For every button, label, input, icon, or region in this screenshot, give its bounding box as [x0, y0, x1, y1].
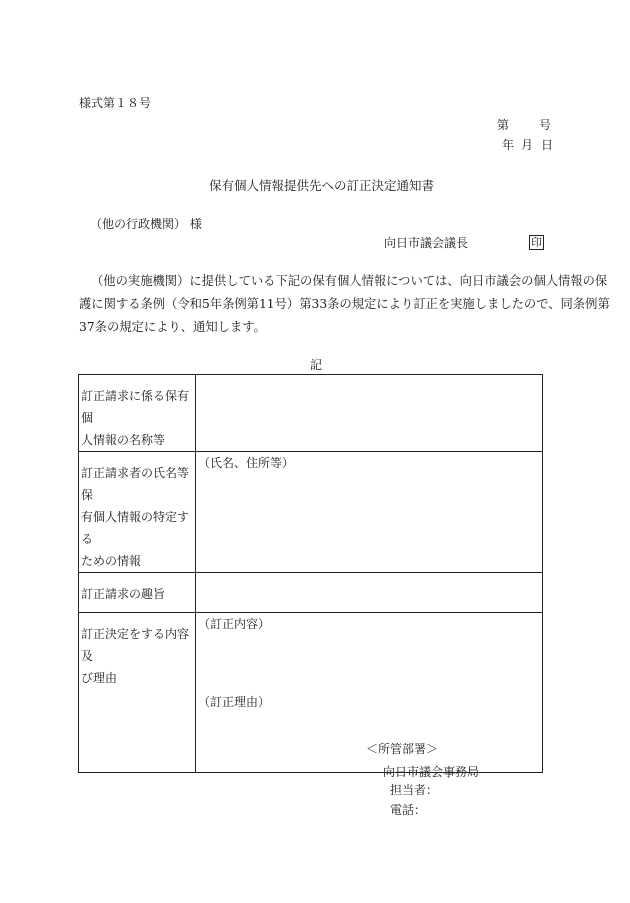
row-label-line: 訂正決定をする内容及	[81, 627, 190, 663]
row-label-line: 人情報の名称等	[81, 433, 166, 447]
details-table	[78, 374, 543, 773]
ki-heading: 記	[310, 358, 323, 372]
row-label-line: 訂正請求の趣旨	[81, 587, 166, 601]
table-row	[79, 613, 543, 773]
document-number-suffix: 号	[539, 118, 552, 132]
row-label-line: 訂正請求者の氏名等保	[81, 466, 190, 502]
value-hint: （氏名、住所等）	[198, 456, 295, 470]
row-label	[79, 613, 196, 773]
body-text-line: 護に関する条例（令和5年条例第11号）第33条の規定により訂正を実施しましたので、同条例第	[79, 297, 610, 311]
row-value	[196, 375, 543, 452]
row-label	[79, 573, 196, 613]
date-year-label: 年	[502, 138, 515, 152]
row-label-line: 有個人情報の特定する	[81, 510, 190, 546]
date-month-label: 月	[521, 138, 534, 152]
table-row	[79, 573, 543, 613]
department-person: 担当者：	[390, 783, 439, 797]
body-text-line: 37条の規定により、通知します。	[79, 320, 266, 334]
row-label-line: ための情報	[81, 554, 142, 568]
form-number: 様式第１８号	[79, 96, 152, 110]
recipient: （他の行政機関） 様	[90, 217, 202, 231]
sender: 向日市議会議長	[384, 236, 469, 250]
body-text-line: （他の実施機関）に提供している下記の保有個人情報については、向日市議会の個人情報の保	[91, 274, 608, 288]
row-value	[196, 452, 543, 573]
row-label-line: 訂正請求に係る保有個	[81, 389, 190, 425]
document-number-label: 第	[497, 118, 510, 132]
seal-mark: 印	[531, 236, 542, 249]
document-title: 保有個人情報提供先への訂正決定通知書	[209, 178, 435, 193]
row-value	[196, 573, 543, 613]
value-hint: （訂正内容）	[198, 617, 271, 631]
department-phone: 電話：	[390, 803, 427, 817]
row-label-line: び理由	[81, 671, 118, 685]
value-hint: （訂正理由）	[198, 695, 271, 709]
date-day-label: 日	[541, 138, 554, 152]
table-row	[79, 452, 543, 573]
table-row	[79, 375, 543, 452]
row-label	[79, 375, 196, 452]
department-name: 向日市議会事務局	[383, 765, 480, 779]
department-header: ＜所管部署＞	[366, 742, 439, 756]
row-label	[79, 452, 196, 573]
